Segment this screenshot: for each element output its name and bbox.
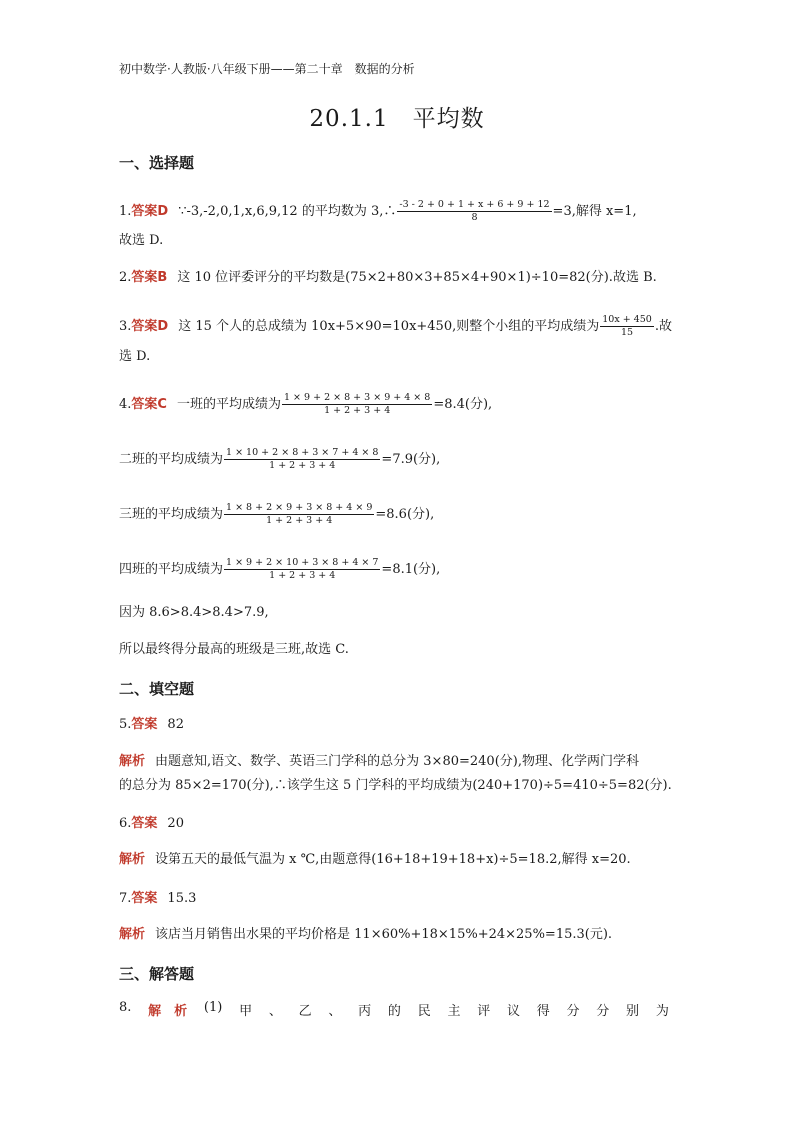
q1-fraction xyxy=(397,199,551,224)
section-heading-fill: 二、填空题 xyxy=(119,680,195,698)
fraction-numerator: 1 × 9 + 2 × 8 + 3 × 9 + 4 × 8 xyxy=(283,392,431,403)
q4-line3 xyxy=(119,502,434,527)
answer-letter: D xyxy=(157,204,169,219)
class4-result: =8.1(分), xyxy=(381,562,441,577)
answer-label: 答案 xyxy=(131,204,158,219)
answer-label: 答案 xyxy=(131,397,158,412)
q8-word: 主 xyxy=(447,1004,461,1019)
q4-line2 xyxy=(119,447,440,472)
q3-line2: 选 D. xyxy=(119,349,151,364)
q8-word: 议 xyxy=(506,1004,520,1019)
class4-fraction xyxy=(224,557,380,582)
question-number: 7. xyxy=(119,891,132,906)
fraction-denominator: 1 + 2 + 3 + 4 xyxy=(266,515,333,526)
answer-value: 15.3 xyxy=(167,891,197,906)
q4-line4 xyxy=(119,557,440,582)
question-number: 2. xyxy=(119,270,132,285)
analysis-label: 解析 xyxy=(119,852,146,867)
answer-label: 答案 xyxy=(131,816,158,831)
class2-fraction xyxy=(224,447,380,472)
q8-word: 评 xyxy=(477,1004,491,1019)
q4-because: 因为 8.6>8.4>8.4>7.9, xyxy=(119,605,269,620)
q8-line xyxy=(119,1000,669,1019)
q1-line2: 故选 D. xyxy=(119,233,164,248)
question-number: 8. xyxy=(119,1000,132,1015)
fraction-denominator: 8 xyxy=(471,212,478,223)
answer-label: 答案 xyxy=(131,891,158,906)
question-number: 5. xyxy=(119,717,132,732)
q8-word: (1) xyxy=(203,1000,223,1015)
q8-word: 的 xyxy=(387,1004,401,1019)
section-heading-solve: 三、解答题 xyxy=(119,965,195,983)
analysis-label: 解析 xyxy=(119,927,146,942)
analysis-label: 解析 xyxy=(119,754,146,769)
answer-letter: C xyxy=(157,397,167,412)
analysis-text: 该店当月销售出水果的平均价格是 11×60%+18×15%+24×25%=15.3(元). xyxy=(155,927,613,942)
fraction-numerator: 1 × 9 + 2 × 10 + 3 × 8 + 4 × 7 xyxy=(226,557,379,568)
class3-label: 三班的平均成绩为 xyxy=(119,507,224,522)
question-number: 6. xyxy=(119,816,132,831)
q8-word: 乙 xyxy=(298,1004,312,1019)
q8-word: 丙 xyxy=(358,1004,372,1019)
page-header: 初中数学·人教版·八年级下册——第二十章 数据的分析 xyxy=(119,62,415,76)
q3-line xyxy=(119,314,672,339)
fraction-numerator: 1 × 8 + 2 × 9 + 3 × 8 + 4 × 9 xyxy=(226,502,373,513)
question-number: 3. xyxy=(119,319,132,334)
analysis-text: 设第五天的最低气温为 x ℃,由题意得(16+18+19+18+x)÷5=18.2,解得 x=20. xyxy=(155,852,631,867)
answer-value: 82 xyxy=(167,717,184,732)
analysis-text: 由题意知,语文、数学、英语三门学科的总分为 3×80=240(分),物理、化学两门学科 xyxy=(155,754,639,769)
q3-text-pre: 这 15 个人的总成绩为 10x+5×90=10x+450,则整个小组的平均成绩为 xyxy=(178,319,600,334)
answer-label: 答案 xyxy=(131,270,158,285)
q8-word: 别 xyxy=(626,1004,640,1019)
q4-conclusion: 所以最终得分最高的班级是三班,故选 C. xyxy=(119,642,349,657)
class4-label: 四班的平均成绩为 xyxy=(119,562,224,577)
answer-label: 答案 xyxy=(131,717,158,732)
q3-fraction xyxy=(600,314,654,339)
class1-label: 一班的平均成绩为 xyxy=(176,397,281,412)
question-number: 1. xyxy=(119,204,132,219)
fraction-denominator: 1 + 2 + 3 + 4 xyxy=(269,570,336,581)
q8-word: 、 xyxy=(268,1004,282,1019)
class1-fraction xyxy=(282,392,432,417)
q8-word: 分 xyxy=(566,1004,580,1019)
q7-answer-line xyxy=(119,889,196,909)
q7-analysis-line xyxy=(119,925,612,945)
q3-text-post: .故 xyxy=(654,319,672,334)
class2-label: 二班的平均成绩为 xyxy=(119,452,224,467)
q8-word: 民 xyxy=(417,1004,431,1019)
q1-text-post: =3,解得 x=1, xyxy=(552,204,637,219)
fraction-denominator: 1 + 2 + 3 + 4 xyxy=(324,405,391,416)
page-title: 20.1.1 平均数 xyxy=(309,106,485,132)
q5-answer-line xyxy=(119,715,184,735)
q1-text-pre: ∵-3,-2,0,1,x,6,9,12 的平均数为 3,∴ xyxy=(178,204,397,219)
q5-analysis-line2: 的总分为 85×2=170(分),∴该学生这 5 门学科的平均成绩为(240+170)÷5=410÷5=82(分). xyxy=(119,778,672,793)
fraction-numerator: -3 - 2 + 0 + 1 + x + 6 + 9 + 12 xyxy=(399,199,550,210)
class1-result: =8.4(分), xyxy=(433,397,493,412)
answer-value: 20 xyxy=(167,816,184,831)
q8-word: 为 xyxy=(655,1004,669,1019)
q8-word: 分 xyxy=(596,1004,610,1019)
answer-label: 答案 xyxy=(131,319,158,334)
fraction-denominator: 1 + 2 + 3 + 4 xyxy=(269,460,336,471)
q8-word: 、 xyxy=(328,1004,342,1019)
q2-text: 这 10 位评委评分的平均数是(75×2+80×3+85×4+90×1)÷10=82(分).故选 B. xyxy=(177,270,657,285)
q4-line1 xyxy=(119,392,492,417)
fraction-numerator: 10x + 450 xyxy=(602,314,652,325)
fraction-denominator: 15 xyxy=(620,327,634,338)
question-number: 4. xyxy=(119,397,132,412)
fraction-numerator: 1 × 10 + 2 × 8 + 3 × 7 + 4 × 8 xyxy=(226,447,379,458)
q5-analysis-line1 xyxy=(119,752,639,772)
q6-analysis-line xyxy=(119,850,631,870)
q6-answer-line xyxy=(119,814,184,834)
answer-letter: B xyxy=(157,270,168,285)
q1-line xyxy=(119,199,637,224)
class3-result: =8.6(分), xyxy=(375,507,435,522)
q8-word: 得 xyxy=(536,1004,550,1019)
class2-result: =7.9(分), xyxy=(381,452,441,467)
section-heading-choice: 一、选择题 xyxy=(119,154,195,172)
q2-line xyxy=(119,268,657,288)
answer-letter: D xyxy=(157,319,169,334)
q8-word: 甲 xyxy=(239,1004,253,1019)
class3-fraction xyxy=(224,502,374,527)
analysis-label: 解 析 xyxy=(148,1004,188,1019)
